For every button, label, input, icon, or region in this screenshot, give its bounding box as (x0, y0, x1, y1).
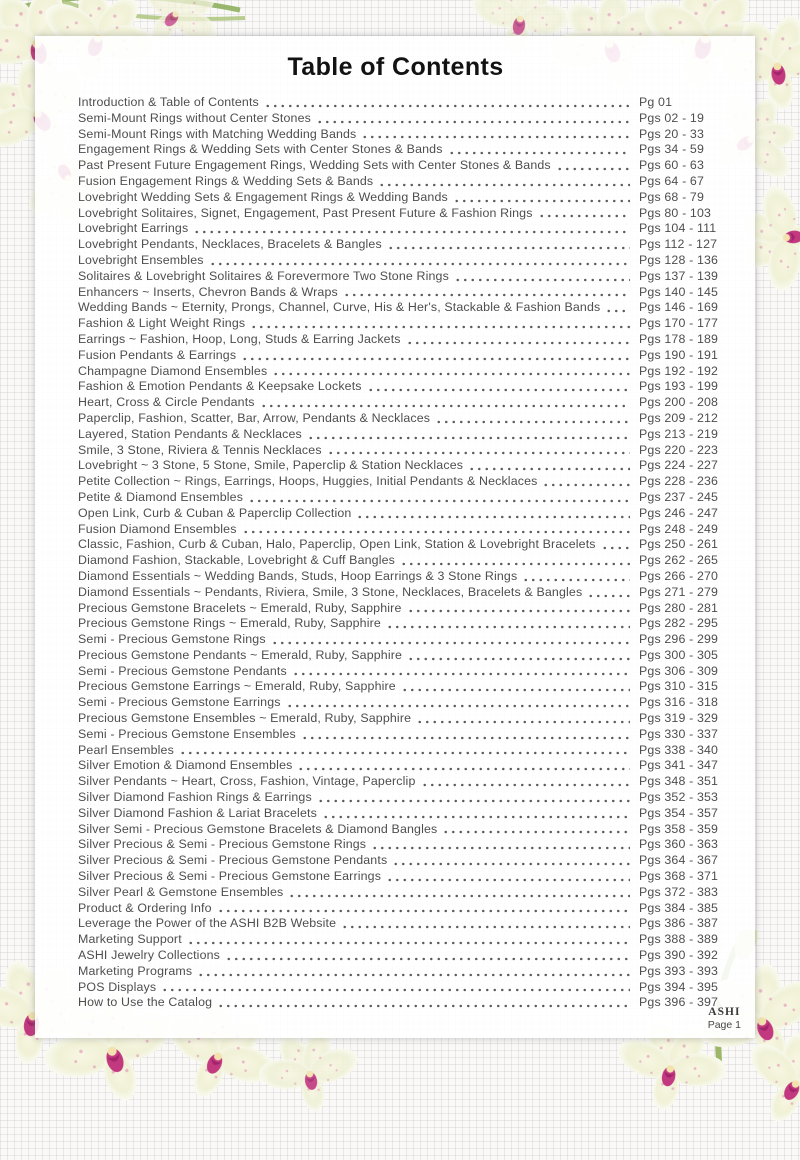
toc-entry-label: Semi - Precious Gemstone Earrings (78, 695, 281, 710)
toc-entry-pages: Pgs 348 - 351 (639, 774, 719, 789)
toc-row (78, 127, 743, 143)
toc-row (78, 443, 743, 459)
toc-row (78, 332, 743, 348)
page-footer (708, 1006, 741, 1032)
toc-row (78, 95, 743, 111)
toc-entry-label: Diamond Essentials ~ Pendants, Riviera, Smile, 3 Stone, Necklaces, Bracelets & Bangles (78, 584, 583, 599)
toc-entry-pages: Pgs 360 - 363 (639, 837, 719, 852)
toc-entry-label: Fashion & Emotion Pendants & Keepsake Lockets (78, 379, 362, 394)
toc-row (78, 679, 743, 695)
toc-entry-label: Silver Semi - Precious Gemstone Bracelets & Diamond Bangles (78, 821, 438, 836)
toc-entry-pages: Pgs 372 - 383 (639, 884, 719, 899)
dot-leader (250, 319, 630, 330)
toc-entry-label: Silver Pendants ~ Heart, Cross, Fashion, Vintage, Paperclip (78, 774, 416, 789)
dot-leader (272, 366, 630, 377)
toc-entry-label: Silver Precious & Semi - Precious Gemstone Earrings (78, 869, 382, 884)
toc-row (78, 221, 743, 237)
toc-entry-label: Open Link, Curb & Cuban & Paperclip Collection (78, 505, 352, 520)
toc-entry-label: ASHI Jewelry Collections (78, 948, 221, 963)
dot-leader (605, 303, 630, 314)
dot-leader (542, 477, 630, 488)
dot-leader (260, 398, 630, 409)
toc-entry-label: Semi-Mount Rings without Center Stones (78, 110, 311, 125)
toc-entry-pages: Pgs 224 - 227 (639, 458, 719, 473)
toc-entry-label: Silver Diamond Fashion & Lariat Bracelets (78, 805, 317, 820)
toc-row (78, 253, 743, 269)
toc-entry-label: Precious Gemstone Ensembles ~ Emerald, Ruby, Sapphire (78, 711, 412, 726)
toc-entry-pages: Pgs 237 - 245 (639, 489, 719, 504)
toc-row (78, 632, 743, 648)
toc-entry-label: Silver Pearl & Gemstone Ensembles (78, 884, 284, 899)
toc-row (78, 490, 743, 506)
dot-leader (468, 461, 630, 472)
toc-entry-pages: Pgs 128 - 136 (639, 252, 719, 267)
toc-row (78, 648, 743, 664)
toc-row (78, 395, 743, 411)
toc-row (78, 758, 743, 774)
toc-row (78, 711, 743, 727)
toc-entry-label: Lovebright Solitaires, Signet, Engagement, Past Present Future & Fashion Rings (78, 205, 533, 220)
toc-entry-label: Precious Gemstone Pendants ~ Emerald, Ruby, Sapphire (78, 647, 403, 662)
toc-row (78, 285, 743, 301)
toc-entry-label: Pearl Ensembles (78, 742, 174, 757)
dot-leader (341, 919, 630, 930)
toc-entry-label: Solitaires & Lovebright Solitaires & Forevermore Two Stone Rings (78, 268, 449, 283)
toc-entry-label: Paperclip, Fashion, Scatter, Bar, Arrow, Pendants & Necklaces (78, 410, 431, 425)
dot-leader (264, 98, 630, 109)
toc-entry-pages: Pgs 330 - 337 (639, 726, 719, 741)
toc-row (78, 837, 743, 853)
page-title: Table of Contents (287, 53, 504, 81)
toc-entry-label: POS Displays (78, 979, 157, 994)
toc-entry-pages: Pgs 192 - 192 (639, 363, 719, 378)
toc-entry-pages: Pgs 354 - 357 (639, 805, 719, 820)
toc-entry-pages: Pgs 02 - 19 (639, 110, 705, 125)
toc-entry-pages: Pgs 112 - 127 (639, 237, 718, 252)
toc-entry-label: Semi - Precious Gemstone Rings (78, 632, 266, 647)
toc-entry-pages: Pgs 364 - 367 (639, 853, 719, 868)
toc-list (78, 95, 743, 1011)
toc-row (78, 427, 743, 443)
toc-entry-pages: Pgs 250 - 261 (639, 537, 719, 552)
toc-entry-pages: Pgs 310 - 315 (639, 679, 719, 694)
toc-entry-pages: Pgs 80 - 103 (639, 205, 712, 220)
toc-entry-pages: Pgs 193 - 199 (639, 379, 719, 394)
toc-entry-pages: Pgs 390 - 392 (639, 948, 719, 963)
toc-row (78, 869, 743, 885)
dot-leader (241, 351, 630, 362)
dot-leader (301, 730, 630, 741)
dot-leader (288, 888, 630, 899)
toc-entry-pages: Pgs 368 - 371 (639, 869, 719, 884)
toc-entry-pages: Pgs 306 - 309 (639, 663, 719, 678)
toc-entry-label: Product & Ordering Info (78, 900, 212, 915)
toc-row (78, 916, 743, 932)
toc-row (78, 664, 743, 680)
content-card (35, 36, 755, 1038)
toc-entry-pages: Pgs 200 - 208 (639, 395, 719, 410)
toc-entry-label: Lovebright Earrings (78, 221, 189, 236)
toc-entry-pages: Pgs 220 - 223 (639, 442, 719, 457)
toc-entry-pages: Pgs 262 - 265 (639, 553, 719, 568)
toc-row (78, 174, 743, 190)
toc-entry-label: Precious Gemstone Earrings ~ Emerald, Ruby, Sapphire (78, 679, 396, 694)
dot-leader (187, 935, 630, 946)
toc-entry-pages: Pgs 396 - 397 (639, 995, 719, 1010)
toc-entry-pages: Pgs 68 - 79 (639, 189, 705, 204)
dot-leader (316, 114, 630, 125)
toc-entry-label: Semi - Precious Gemstone Ensembles (78, 726, 296, 741)
dot-leader (386, 872, 630, 883)
toc-row (78, 569, 743, 585)
toc-entry-label: Lovebright Ensembles (78, 252, 204, 267)
dot-leader (242, 524, 630, 535)
toc-row (78, 948, 743, 964)
toc-entry-label: Leverage the Power of the ASHI B2B Website (78, 916, 337, 931)
toc-row (78, 158, 743, 174)
toc-entry-pages: Pgs 213 - 219 (639, 426, 719, 441)
toc-entry-pages: Pgs 352 - 353 (639, 790, 719, 805)
toc-entry-label: Lovebright Pendants, Necklaces, Bracelets & Bangles (78, 237, 382, 252)
toc-row (78, 316, 743, 332)
toc-entry-label: Petite Collection ~ Rings, Earrings, Hoops, Huggies, Initial Pendants & Necklaces (78, 474, 538, 489)
toc-row (78, 411, 743, 427)
toc-entry-pages: Pgs 296 - 299 (639, 632, 719, 647)
dot-leader (322, 809, 630, 820)
dot-leader (225, 951, 630, 962)
toc-entry-label: Fusion Pendants & Earrings (78, 347, 237, 362)
dot-leader (435, 414, 630, 425)
toc-entry-pages: Pgs 60 - 63 (639, 158, 705, 173)
toc-entry-label: Marketing Support (78, 932, 182, 947)
toc-entry-label: Diamond Fashion, Stackable, Lovebright & Cuff Bangles (78, 553, 395, 568)
dot-leader (587, 588, 630, 599)
toc-entry-label: How to Use the Catalog (78, 995, 213, 1010)
dot-leader (522, 572, 630, 583)
toc-entry-pages: Pgs 246 - 247 (639, 505, 719, 520)
toc-entry-pages: Pgs 104 - 111 (639, 221, 717, 236)
toc-entry-pages: Pgs 266 - 270 (639, 568, 719, 583)
page-number-label: Page 1 (707, 1019, 741, 1031)
toc-entry-pages: Pgs 228 - 236 (639, 474, 719, 489)
toc-entry-label: Fusion Diamond Ensembles (78, 521, 237, 536)
toc-row (78, 553, 743, 569)
toc-entry-pages: Pgs 34 - 59 (639, 142, 705, 157)
toc-row (78, 616, 743, 632)
toc-entry-pages: Pgs 170 - 177 (639, 316, 719, 331)
toc-entry-pages: Pgs 338 - 340 (639, 742, 719, 757)
toc-row (78, 727, 743, 743)
toc-entry-pages: Pgs 280 - 281 (639, 600, 719, 615)
dot-leader (371, 840, 630, 851)
toc-entry-pages: Pgs 319 - 329 (639, 711, 719, 726)
toc-entry-label: Precious Gemstone Bracelets ~ Emerald, Ruby, Sapphire (78, 600, 402, 615)
toc-row (78, 822, 743, 838)
dot-leader (406, 335, 630, 346)
toc-row (78, 853, 743, 869)
toc-row (78, 964, 743, 980)
dot-leader (416, 714, 630, 725)
toc-entry-label: Silver Diamond Fashion Rings & Earrings (78, 790, 312, 805)
toc-row (78, 458, 743, 474)
toc-row (78, 206, 743, 222)
dot-leader (453, 193, 630, 204)
toc-entry-pages: Pgs 178 - 189 (639, 331, 719, 346)
toc-entry-label: Classic, Fashion, Curb & Cuban, Halo, Paperclip, Open Link, Station & Lovebright Bracelets (78, 537, 596, 552)
dot-leader (448, 145, 630, 156)
dot-leader (179, 745, 630, 756)
toc-entry-label: Silver Precious & Semi - Precious Gemstone Rings (78, 837, 367, 852)
dot-leader (387, 240, 630, 251)
toc-entry-label: Past Present Future Engagement Rings, Wedding Sets with Center Stones & Bands (78, 158, 551, 173)
toc-row (78, 474, 743, 490)
toc-row (78, 885, 743, 901)
toc-row (78, 743, 743, 759)
toc-row (78, 111, 743, 127)
toc-entry-pages: Pg 01 (639, 95, 673, 109)
toc-entry-pages: Pgs 64 - 67 (639, 173, 705, 188)
toc-row (78, 774, 743, 790)
dot-leader (407, 651, 630, 662)
toc-entry-label: Engagement Rings & Wedding Sets with Center Stones & Bands (78, 142, 443, 157)
toc-entry-pages: Pgs 146 - 169 (639, 300, 719, 315)
toc-entry-pages: Pgs 394 - 395 (639, 979, 719, 994)
toc-entry-pages: Pgs 316 - 318 (639, 695, 719, 710)
toc-entry-label: Champagne Diamond Ensembles (78, 363, 268, 378)
toc-row (78, 601, 743, 617)
dot-leader (356, 509, 630, 520)
toc-entry-pages: Pgs 140 - 145 (639, 284, 719, 299)
toc-entry-pages: Pgs 20 - 33 (639, 126, 705, 141)
toc-entry-label: Semi - Precious Gemstone Pendants (78, 663, 287, 678)
toc-entry-label: Smile, 3 Stone, Riviera & Tennis Necklaces (78, 442, 322, 457)
dot-leader (421, 777, 631, 788)
dot-leader (401, 682, 630, 693)
dot-leader (400, 556, 630, 567)
toc-entry-label: Heart, Cross & Circle Pendants (78, 395, 255, 410)
toc-row (78, 980, 743, 996)
dot-leader (292, 666, 630, 677)
dot-leader (327, 445, 630, 456)
toc-entry-label: Petite & Diamond Ensembles (78, 489, 244, 504)
dot-leader (217, 998, 630, 1009)
toc-entry-pages: Pgs 248 - 249 (639, 521, 719, 536)
toc-entry-label: Lovebright Wedding Sets & Engagement Rings & Wedding Bands (78, 189, 448, 204)
dot-leader (297, 761, 630, 772)
dot-leader (307, 430, 630, 441)
dot-leader (361, 129, 630, 140)
toc-row (78, 269, 743, 285)
toc-row (78, 995, 743, 1011)
dot-leader (193, 224, 630, 235)
dot-leader (317, 793, 630, 804)
toc-entry-pages: Pgs 393 - 393 (639, 963, 719, 978)
dot-leader (556, 161, 630, 172)
toc-entry-label: Fusion Engagement Rings & Wedding Sets & Bands (78, 173, 374, 188)
toc-entry-label: Lovebright ~ 3 Stone, 5 Stone, Smile, Paperclip & Station Necklaces (78, 458, 464, 473)
dot-leader (343, 287, 630, 298)
toc-entry-label: Fashion & Light Weight Rings (78, 316, 246, 331)
dot-leader (601, 540, 630, 551)
dot-leader (161, 982, 630, 993)
toc-row (78, 522, 743, 538)
dot-leader (197, 967, 630, 978)
toc-entry-pages: Pgs 271 - 279 (639, 584, 719, 599)
brand-label: ASHI (708, 1006, 741, 1018)
dot-leader (386, 619, 630, 630)
toc-entry-label: Silver Precious & Semi - Precious Gemstone Pendants (78, 853, 388, 868)
toc-entry-label: Introduction & Table of Contents (78, 95, 259, 109)
dot-leader (286, 698, 630, 709)
toc-row (78, 806, 743, 822)
toc-row (78, 506, 743, 522)
toc-entry-pages: Pgs 388 - 389 (639, 932, 719, 947)
toc-entry-label: Earrings ~ Fashion, Hoop, Long, Studs & Earring Jackets (78, 331, 401, 346)
toc-entry-pages: Pgs 282 - 295 (639, 616, 719, 631)
toc-entry-pages: Pgs 137 - 139 (639, 268, 719, 283)
toc-row (78, 364, 743, 380)
dot-leader (454, 272, 630, 283)
toc-entry-pages: Pgs 190 - 191 (639, 347, 719, 362)
toc-entry-label: Marketing Programs (78, 963, 193, 978)
toc-row (78, 932, 743, 948)
dot-leader (378, 177, 630, 188)
dot-leader (367, 382, 630, 393)
dot-leader (248, 493, 630, 504)
toc-entry-label: Semi-Mount Rings with Matching Wedding Bands (78, 126, 357, 141)
toc-entry-pages: Pgs 386 - 387 (639, 916, 719, 931)
dot-leader (271, 635, 630, 646)
toc-row (78, 695, 743, 711)
toc-entry-label: Layered, Station Pendants & Necklaces (78, 426, 302, 441)
dot-leader (442, 824, 630, 835)
toc-row (78, 190, 743, 206)
dot-leader (209, 256, 630, 267)
toc-row (78, 348, 743, 364)
toc-entry-pages: Pgs 300 - 305 (639, 647, 719, 662)
toc-row (78, 142, 743, 158)
toc-entry-pages: Pgs 384 - 385 (639, 900, 719, 915)
toc-row (78, 901, 743, 917)
toc-entry-pages: Pgs 358 - 359 (639, 821, 719, 836)
toc-entry-label: Enhancers ~ Inserts, Chevron Bands & Wraps (78, 284, 338, 299)
toc-entry-pages: Pgs 341 - 347 (639, 758, 719, 773)
dot-leader (538, 208, 630, 219)
toc-entry-label: Diamond Essentials ~ Wedding Bands, Studs, Hoop Earrings & 3 Stone Rings (78, 568, 518, 583)
toc-row (78, 537, 743, 553)
dot-leader (217, 903, 630, 914)
dot-leader (407, 603, 631, 614)
toc-row (78, 379, 743, 395)
toc-row (78, 585, 743, 601)
toc-entry-label: Wedding Bands ~ Eternity, Prongs, Channel, Curve, His & Her's, Stackable & Fashion Bands (78, 300, 601, 315)
toc-entry-label: Silver Emotion & Diamond Ensembles (78, 758, 293, 773)
toc-row (78, 790, 743, 806)
toc-entry-pages: Pgs 209 - 212 (639, 410, 719, 425)
toc-row (78, 237, 743, 253)
dot-leader (392, 856, 630, 867)
toc-row (78, 300, 743, 316)
toc-entry-label: Precious Gemstone Rings ~ Emerald, Ruby, Sapphire (78, 616, 381, 631)
